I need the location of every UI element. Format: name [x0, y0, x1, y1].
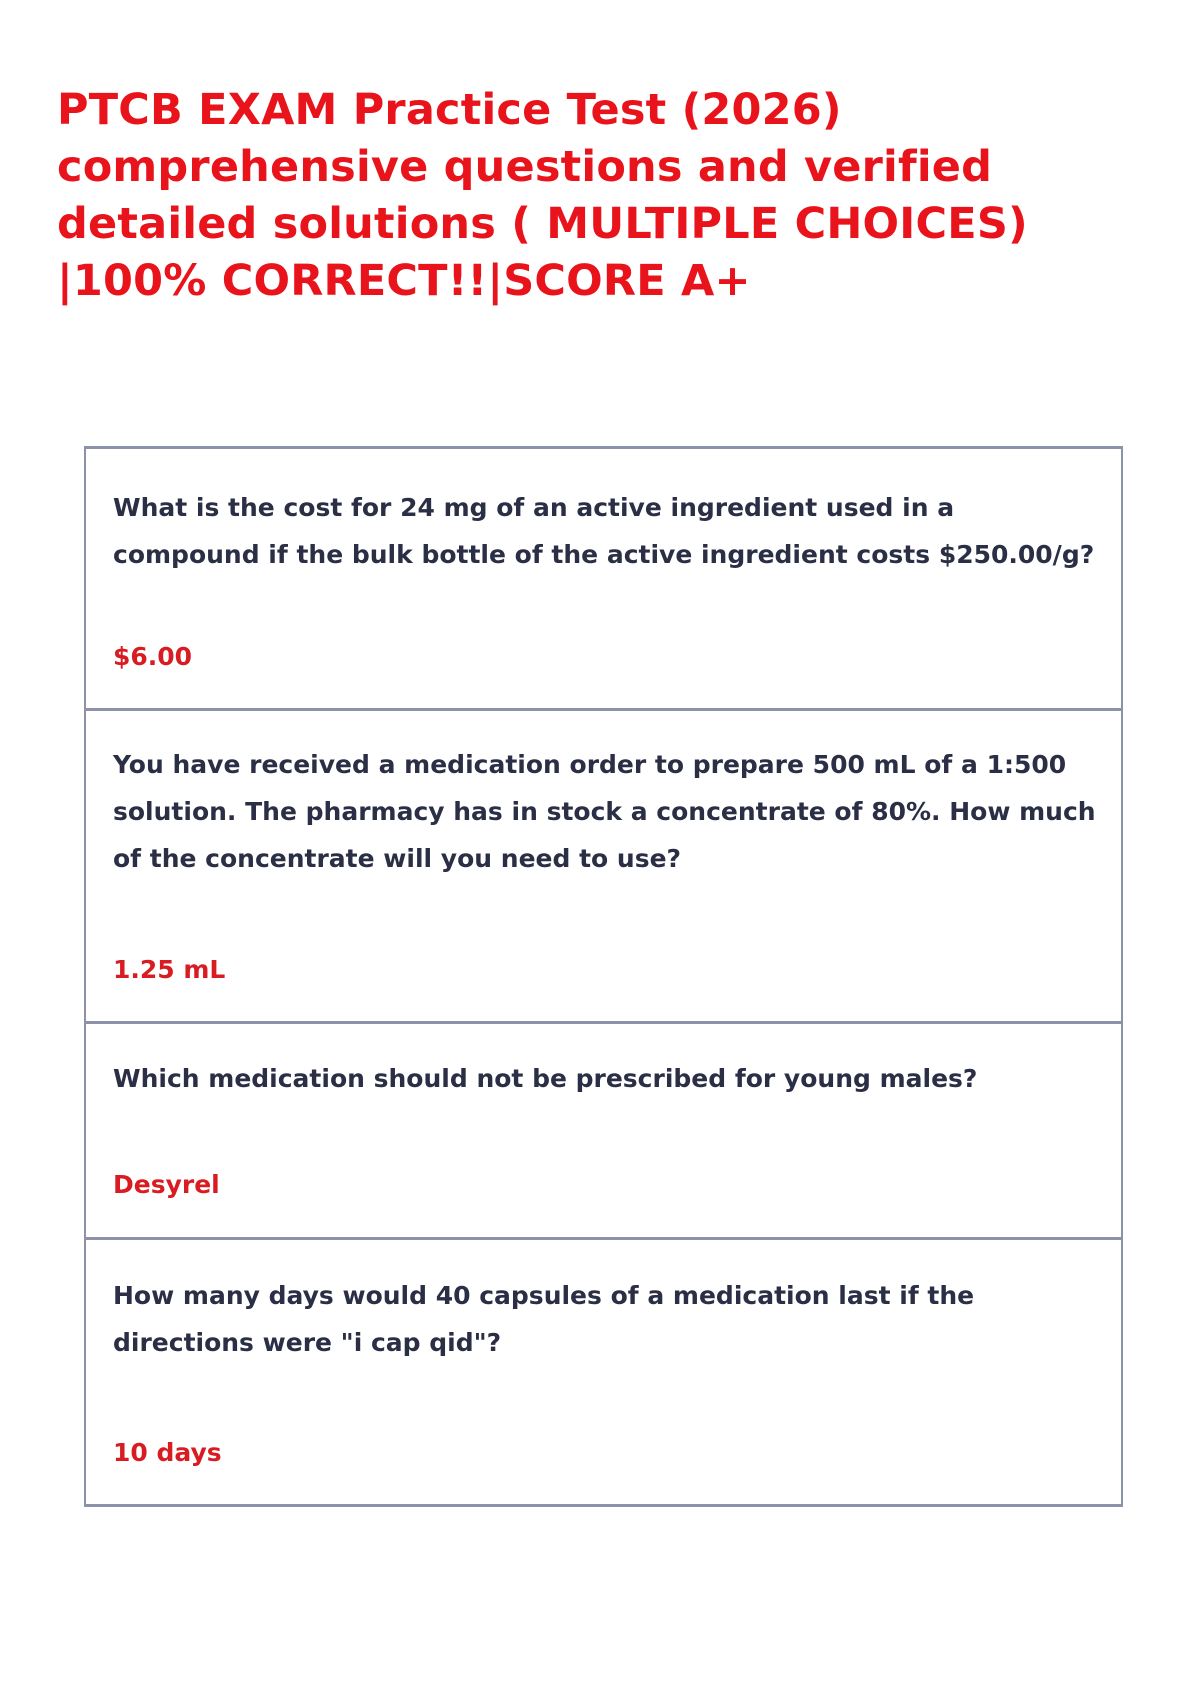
qa-row	[86, 1024, 1121, 1240]
answer-text: Desyrel	[113, 1170, 220, 1199]
qa-row	[86, 449, 1121, 711]
document-title: PTCB EXAM Practice Test (2026) comprehensive questions and verified detailed solutions ( MULTIPLE CHOICES) |100% CORRECT!!|SCORE A+	[57, 85, 1028, 306]
qa-row	[86, 711, 1121, 1024]
answer-text: 1.25 mL	[113, 955, 226, 984]
question-text: You have received a medication order to prepare 500 mL of a 1:500 solution. The pharmacy has in stock a concentrate of 80%. How much of the concentrate will you need to use?	[113, 750, 1096, 873]
question-text: How many days would 40 capsules of a medication last if the directions were "i cap qid"?	[113, 1281, 975, 1357]
answer-text: 10 days	[113, 1438, 222, 1467]
question-text: Which medication should not be prescribed for young males?	[113, 1064, 978, 1093]
question-text: What is the cost for 24 mg of an active ingredient used in a compound if the bulk bottle of the active ingredient costs $250.00/g?	[113, 493, 1095, 569]
answer-text: $6.00	[113, 642, 193, 671]
qa-row	[86, 1240, 1121, 1507]
qa-table	[84, 446, 1123, 1507]
